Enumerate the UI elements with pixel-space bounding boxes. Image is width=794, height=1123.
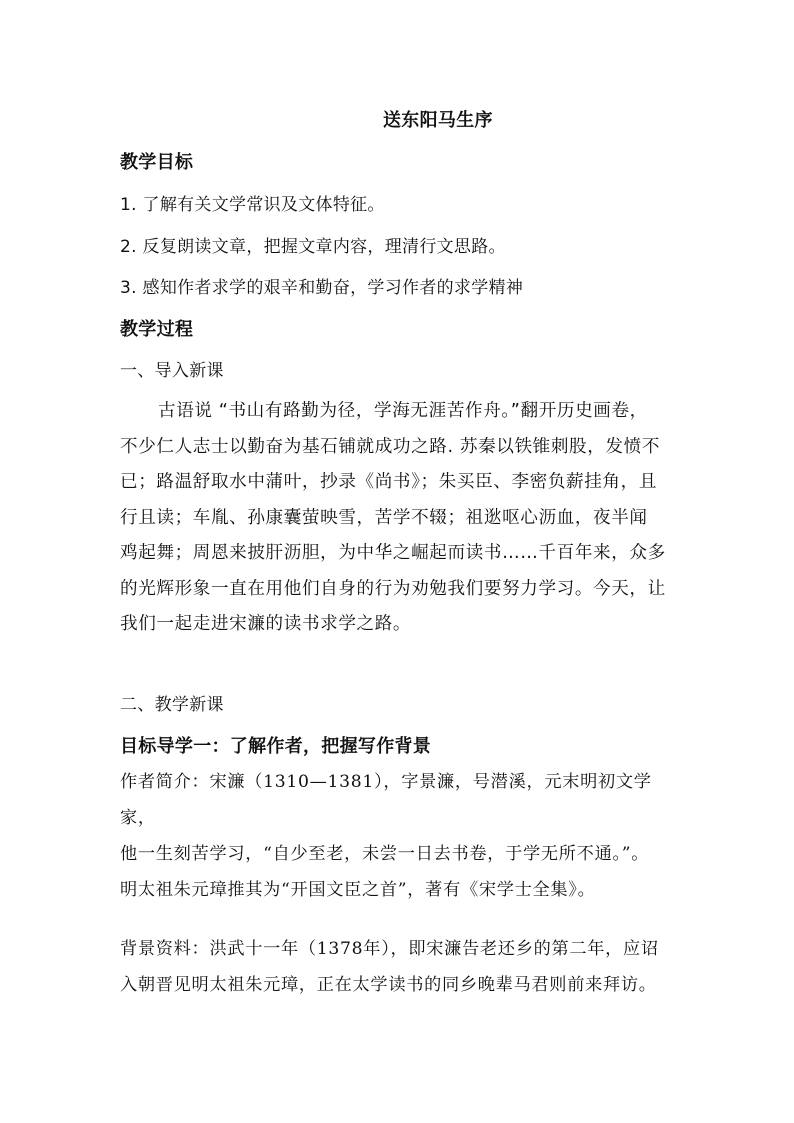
- author-paragraph: [120, 764, 680, 908]
- intro-paragraph: [120, 394, 680, 643]
- intro-line: 古语说 “书山有路勤为径，学海无涯苦作舟。”翻开历史画卷，: [158, 401, 648, 421]
- goal-1-heading: 目标导学一：了解作者，把握写作背景: [120, 736, 432, 757]
- intro-line: 已；路温舒取水中蒲叶，抄录《尚书》；朱买臣、李密负薪挂角，且: [120, 472, 658, 492]
- intro-line: 行且读；车胤、孙康囊萤映雪，苦学不辍；祖逖呕心沥血，夜半闻: [120, 507, 648, 528]
- background-paragraph: [120, 931, 680, 1003]
- author-line: 他一生刻苦学习，“自少至老，未尝一日去书卷，于学无所不通。”。: [120, 844, 650, 864]
- intro-line: 鸡起舞；周恩来披肝沥胆，为中华之崛起而读书……千百年来，众多: [120, 543, 666, 563]
- section-2-heading: 二、教学新课: [120, 695, 224, 715]
- intro-line: 的光辉形象一直在用他们自身的行为劝勉我们要努力学习。今天，让: [120, 578, 666, 599]
- objective-item-1: 1. 了解有关文学常识及文体特征。: [120, 195, 385, 215]
- objectives-heading: 教学目标: [120, 152, 194, 173]
- document-title: 送东阳马生序: [383, 110, 493, 131]
- author-line: 作者简介：宋濂（1310—1381），字景濂，号潜溪，元末明初文学家，: [120, 772, 652, 828]
- objective-item-3: 3. 感知作者求学的艰辛和勤奋，学习作者的求学精神: [120, 278, 524, 298]
- intro-line: 我们一起走进宋濂的读书求学之路。: [120, 614, 412, 634]
- section-1-heading: 一、导入新课: [120, 361, 224, 381]
- author-line: 明太祖朱元璋推其为“开国文臣之首”，著有《宋学士全集》。: [120, 880, 596, 900]
- process-heading: 教学过程: [120, 319, 194, 340]
- intro-line: 不少仁人志士以勤奋为基石铺就成功之路. 苏秦以铁锥刺股，发愤不: [120, 436, 661, 457]
- background-line: 入朝晋见明太祖朱元璋，正在太学读书的同乡晚辈马君则前来拜访。: [120, 975, 657, 995]
- background-line: 背景资料：洪武十一年（1378年），即宋濂告老还乡的第二年，应诏: [120, 939, 659, 959]
- objective-item-2: 2. 反复朗读文章，把握文章内容，理清行文思路。: [120, 237, 506, 257]
